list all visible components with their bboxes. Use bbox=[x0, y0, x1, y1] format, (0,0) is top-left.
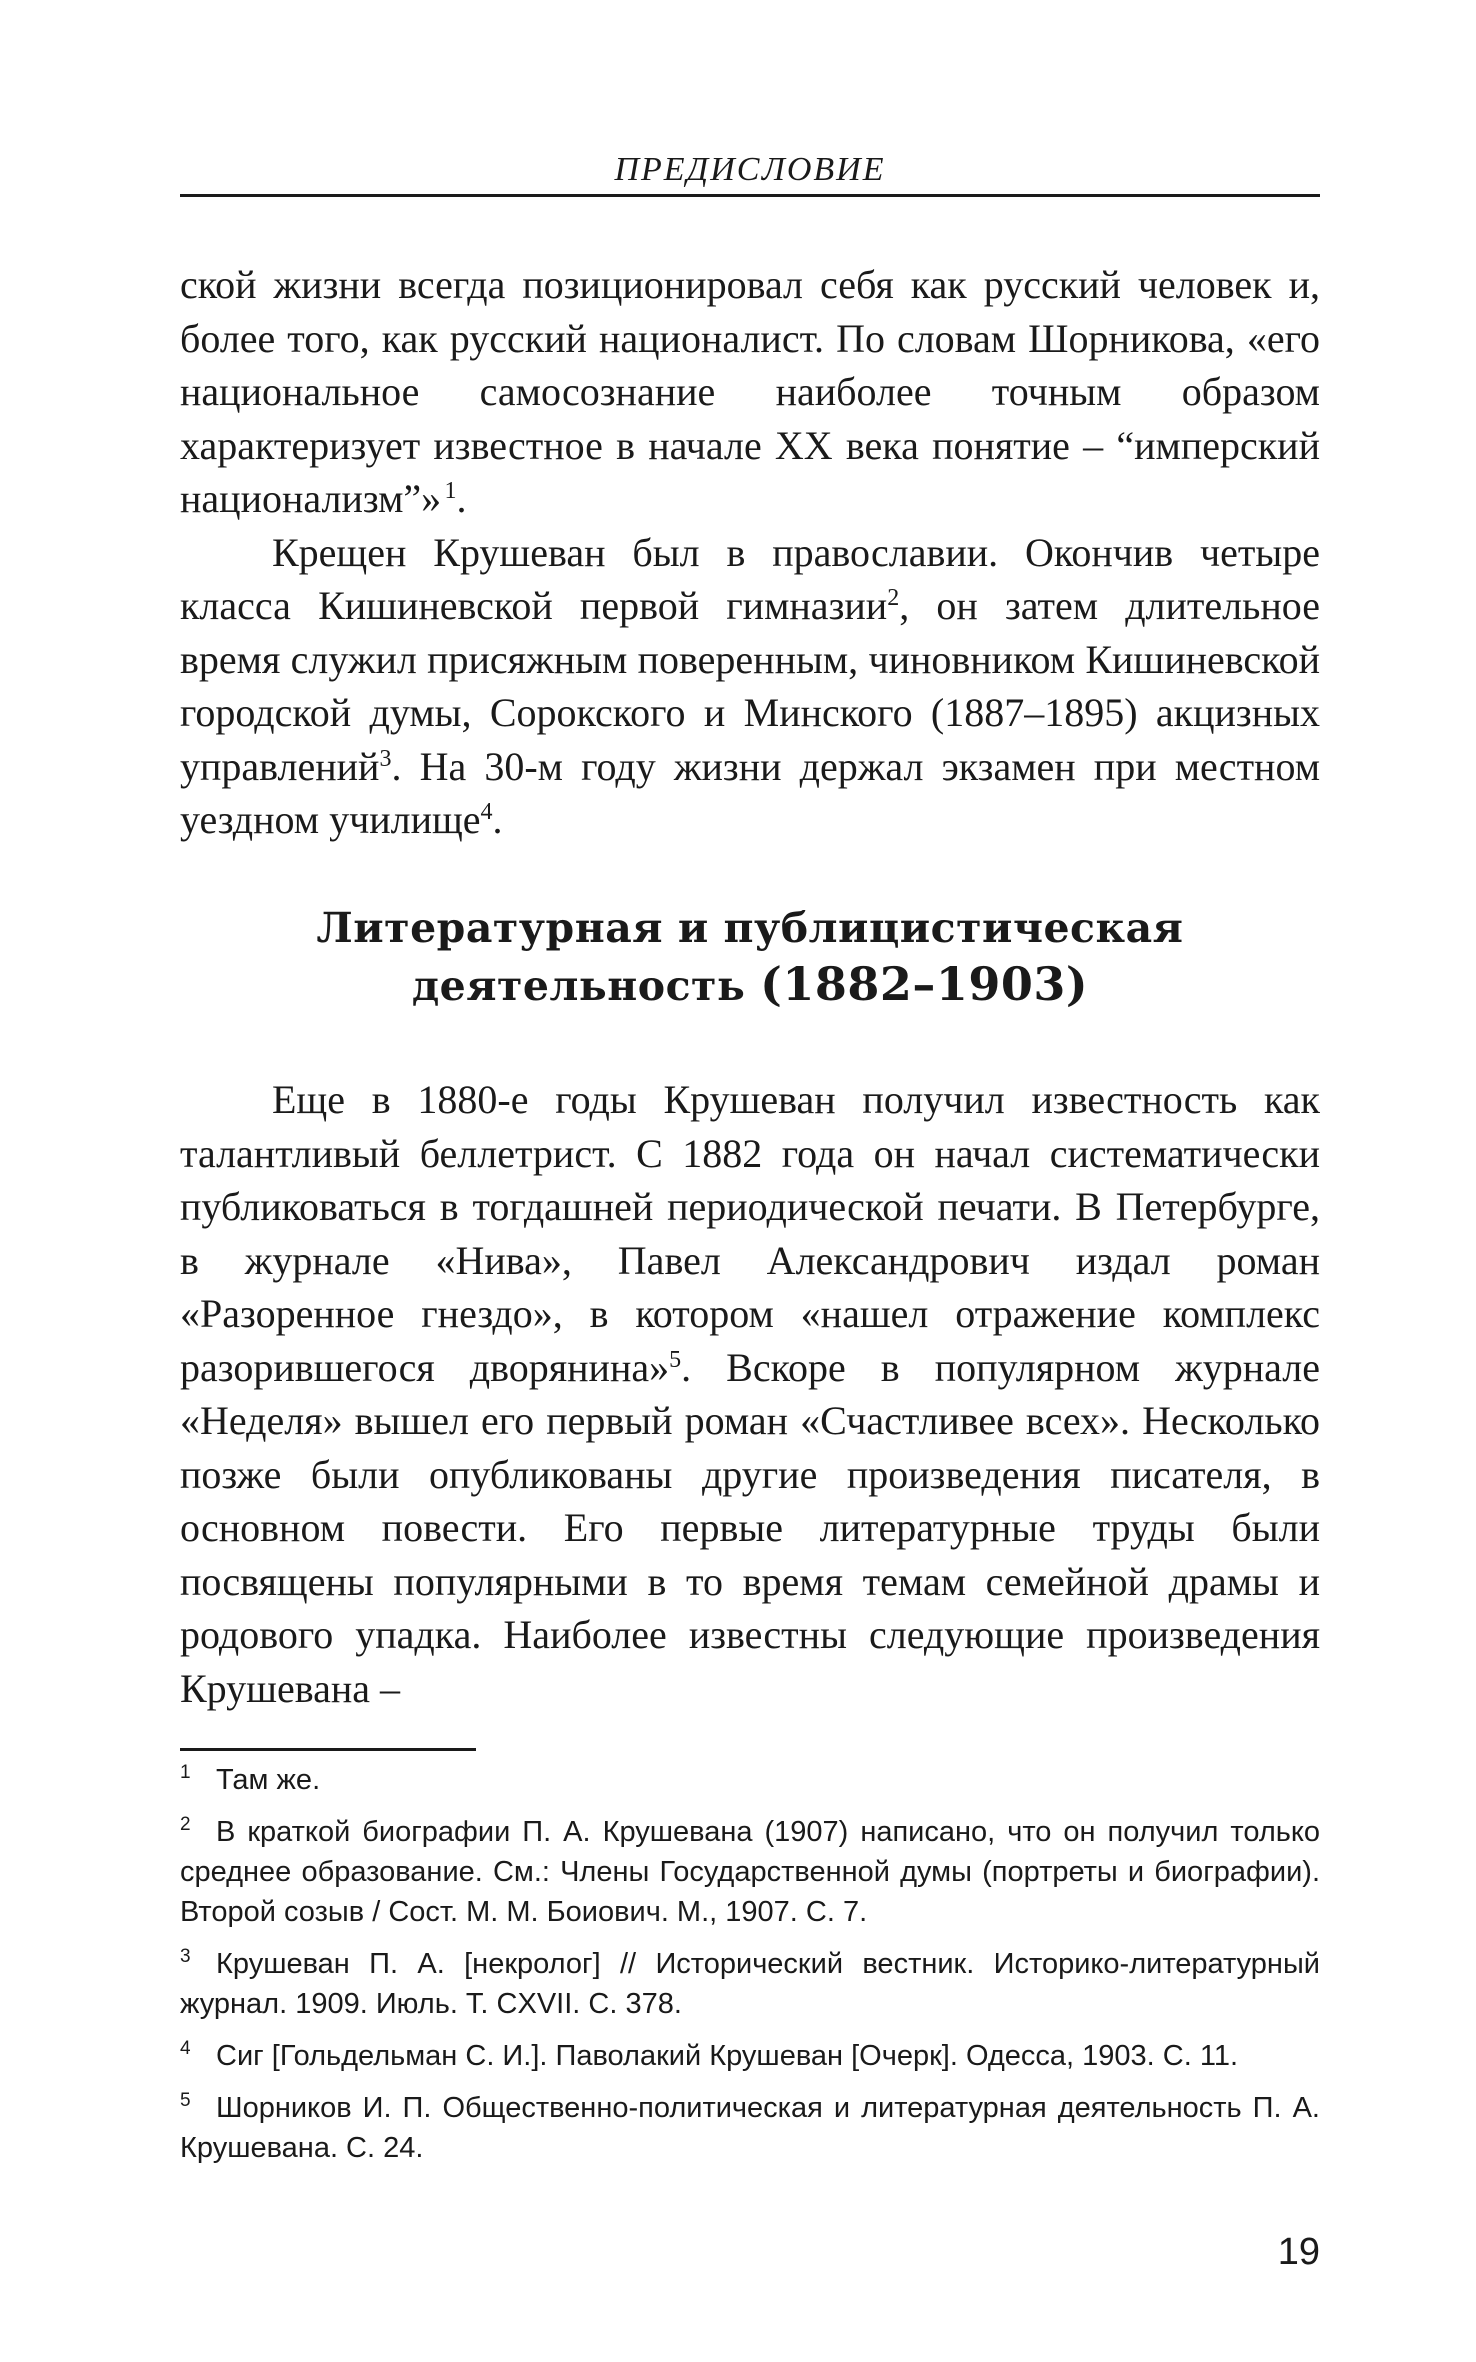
footnote-ref-4[interactable]: 4 bbox=[480, 799, 493, 825]
footnote-ref-2[interactable]: 2 bbox=[887, 585, 900, 611]
paragraph-text-a: Крещен Крушеван был в православии. Окончив четыре класса Кишиневской первой гимназии bbox=[180, 529, 1320, 628]
paragraph-end: . bbox=[456, 476, 467, 521]
footnote-2: 2 В краткой биографии П. А. Крушевана (1907) написано, что он получил только среднее образование. См.: Члены Государственной думы (портреты и биографии). Второй созыв / Сост. М. М. Боиович. М., 1907. С. 7. bbox=[180, 1814, 1320, 1928]
footnote-ref-3[interactable]: 3 bbox=[379, 745, 392, 772]
section-heading-word: деятельность bbox=[411, 962, 761, 1010]
paragraph-biography bbox=[180, 526, 1320, 847]
footnote-3: 3 Крушеван П. А. [некролог] // Исторический вестник. Историко-литературный журнал. 1909. Июль. Т. CXVII. С. 378. bbox=[180, 1946, 1320, 2020]
page-number: 19 bbox=[1277, 2231, 1320, 2273]
section-heading-line-2 bbox=[180, 956, 1320, 1014]
footnotes bbox=[180, 1760, 1320, 2180]
footnote-5: 5 Шорников И. П. Общественно-политическая и литературная деятельность П. А. Крушевана. С. 24. bbox=[180, 2090, 1320, 2164]
footnote-text: Шорников И. П. Общественно-политическая и литературная деятельность П. А. Крушевана. С. 24. bbox=[180, 2092, 1320, 2164]
footnote-text: Там же. bbox=[216, 1764, 321, 1796]
header-rule bbox=[180, 194, 1320, 197]
text-block-literary bbox=[180, 1073, 1320, 1715]
paragraph-literary bbox=[180, 1073, 1320, 1715]
section-heading bbox=[180, 900, 1320, 1014]
footnote-1: 1 Там же. bbox=[180, 1762, 321, 1796]
paragraph-text-b: , он затем длительное время служил присяжным поверенным, чиновником Кишиневской городской думы, Сорокского и Минского (1887–1895) акцизных управлений bbox=[180, 583, 1320, 789]
footnote-text: В краткой биографии П. А. Крушевана (1907) написано, что он получил только среднее образование. См.: Члены Государственной думы (портреты и биографии). Второй созыв / Сост. М. М. Боиович. М., 1907. С. 7. bbox=[180, 1816, 1320, 1928]
paragraph-text-d: . bbox=[492, 797, 503, 842]
footnote-4: 4 Сиг [Гольдельман С. И.]. Паволакий Крушеван [Очерк]. Одесса, 1903. С. 11. bbox=[180, 2038, 1239, 2072]
footnote-rule bbox=[180, 1748, 476, 1751]
paragraph-text-b: . Вскоре в популярном журнале «Неделя» вышел его первый роман «Счастливее всех». Несколько позже были опубликованы другие произведения писателя, в основном повести. Его первые литературные труды были посвящены популярными в то время темам семейной драмы и родового упадка. Наиболее известны следующие произведения Крушевана – bbox=[180, 1344, 1320, 1711]
footnote-text: Сиг [Гольдельман С. И.]. Паволакий Крушеван [Очерк]. Одесса, 1903. С. 11. bbox=[216, 2040, 1239, 2072]
section-heading-years: (1882–1903) bbox=[760, 957, 1089, 1011]
footnote-ref-5[interactable]: 5 bbox=[669, 1346, 682, 1373]
paragraph-text-c: . На 30-м году жизни держал экзамен при местном уездном училище bbox=[180, 743, 1320, 842]
section-heading-line-1: Литературная и публицистическая bbox=[316, 904, 1184, 952]
footnote-text: Крушеван П. А. [некролог] // Исторический вестник. Историко-литературный журнал. 1909. Июль. Т. CXVII. С. 378. bbox=[180, 1948, 1320, 2020]
paragraph-text-a: Еще в 1880-е годы Крушеван получил известность как талантливый беллетрист. С 1882 года он начал систематически публиковаться в тогдашней периодической печати. В Петербурге, в журнале «Нива», Павел Александрович издал роман «Разоренное гнездо», в котором «нашел отражение комплекс разорившегося дворянина» bbox=[180, 1077, 1320, 1390]
paragraph-text: ской жизни всегда позиционировал себя как русский человек и, более того, как русский националист. По словам Шорникова, «его национальное самосознание наиболее точным образом характеризует известное в начале ХХ века понятие – “имперский национализм”» bbox=[180, 262, 1320, 521]
running-head: ПРЕДИСЛОВИЕ bbox=[614, 151, 886, 188]
text-block-intro bbox=[180, 258, 1320, 847]
paragraph-continued bbox=[180, 258, 1320, 526]
footnote-ref-1[interactable]: 1 bbox=[444, 478, 457, 504]
